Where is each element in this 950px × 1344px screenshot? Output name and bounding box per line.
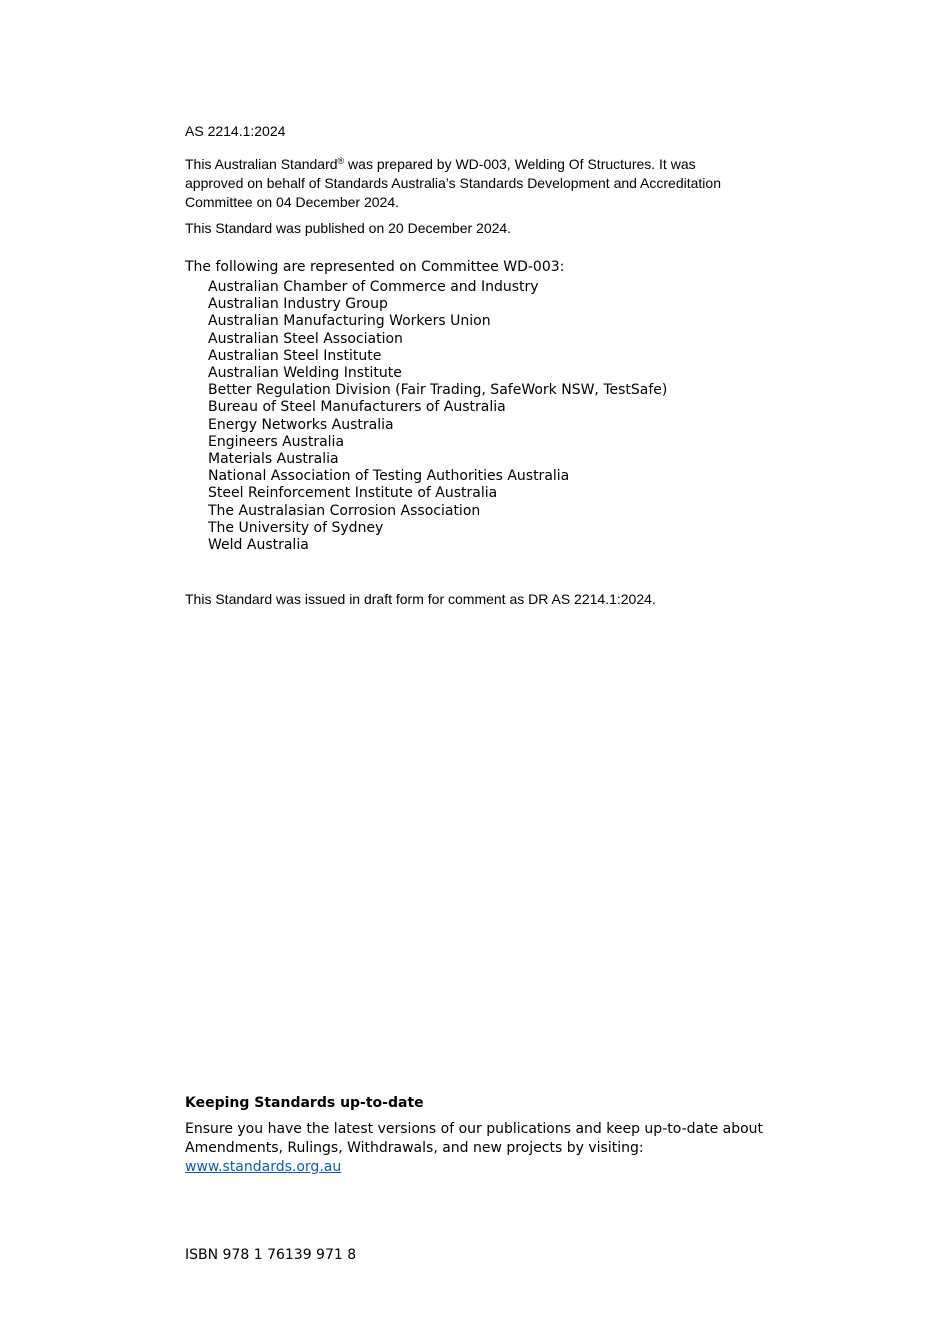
- committee-member: Bureau of Steel Manufacturers of Australia: [208, 399, 506, 416]
- keeping-up-to-date-text: [185, 1120, 785, 1177]
- committee-member: Australian Steel Institute: [208, 347, 382, 364]
- preparation-text-end: was prepared by WD-003, Welding Of Structures. It was approved on behalf of Standards Australia’s Standards Development and Accreditation Committee on 04 December 2024.: [185, 156, 721, 210]
- committee-member: Steel Reinforcement Institute of Australia: [208, 485, 498, 502]
- standards-website-link[interactable]: www.standards.org.au: [185, 1159, 342, 1175]
- standard-identifier: AS 2214.1:2024: [185, 123, 286, 139]
- committee-member: Engineers Australia: [208, 433, 345, 450]
- committee-member: Australian Industry Group: [208, 296, 388, 313]
- committee-member: Energy Networks Australia: [208, 416, 394, 433]
- preparation-statement: [185, 155, 745, 212]
- committee-member: The Australasian Corrosion Association: [208, 502, 481, 519]
- keeping-up-to-date-heading: Keeping Standards up-to-date: [185, 1095, 424, 1111]
- committee-member-list: [208, 279, 667, 554]
- committee-member: The University of Sydney: [208, 519, 384, 536]
- committee-member: Weld Australia: [208, 537, 309, 554]
- committee-member: Australian Chamber of Commerce and Industry: [208, 279, 539, 295]
- committee-member: Better Regulation Division (Fair Trading, SafeWork NSW, TestSafe): [208, 382, 668, 399]
- registered-mark: ®: [337, 156, 345, 166]
- keeping-up-to-date-body: Ensure you have the latest versions of our publications and keep up-to-date about Amendments, Rulings, Withdrawals, and new projects by visiting:: [185, 1121, 764, 1156]
- committee-intro: The following are represented on Committee WD-003:: [185, 259, 565, 275]
- preparation-text-start: This Australian Standard: [185, 156, 338, 172]
- committee-member: Materials Australia: [208, 451, 339, 468]
- draft-statement: This Standard was issued in draft form for comment as DR AS 2214.1:2024.: [185, 591, 656, 607]
- committee-member: Australian Manufacturing Workers Union: [208, 313, 491, 330]
- committee-member: Australian Welding Institute: [208, 365, 402, 382]
- committee-member: Australian Steel Association: [208, 330, 403, 347]
- isbn-number: ISBN 978 1 76139 971 8: [185, 1247, 357, 1263]
- committee-member: National Association of Testing Authorities Australia: [208, 468, 570, 485]
- publication-date-statement: This Standard was published on 20 December 2024.: [185, 220, 512, 236]
